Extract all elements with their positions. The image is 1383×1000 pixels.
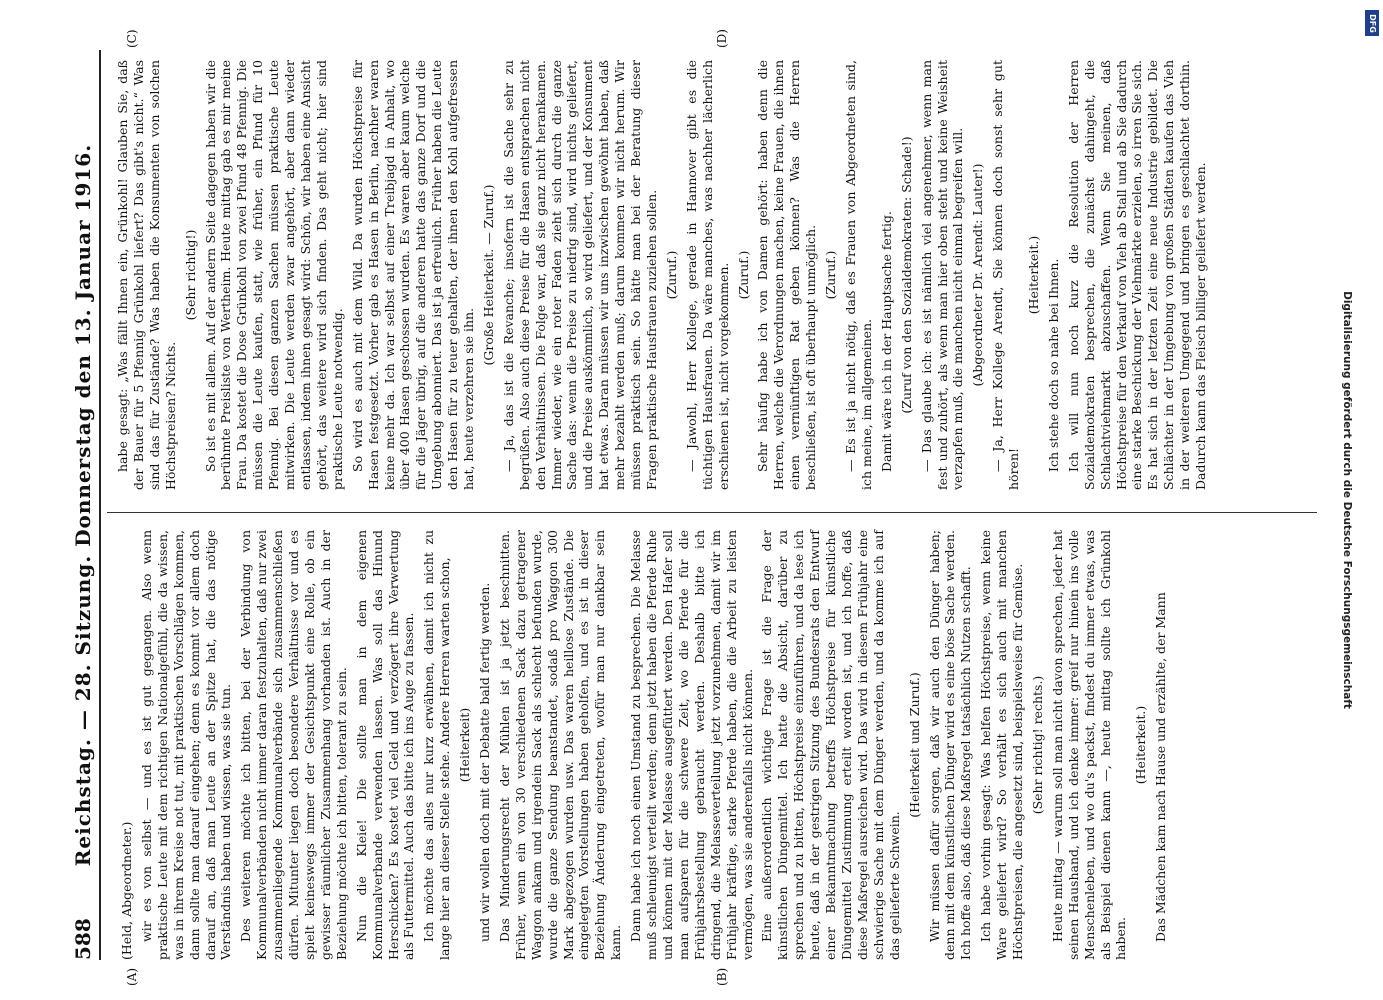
paragraph: Sehr häufig habe ich von Damen gehört: haben denn die Herren, welche die Verordnungen machen, keine Frauen, die ihnen einen vernünftigen Rat geben können? Was die Herren beschließen, ist oft überhaupt unmöglich. bbox=[755, 60, 819, 490]
paragraph: (Heiterkeit.) bbox=[1026, 235, 1042, 315]
paragraph: So wird es auch mit dem Wild. Da wurden Höchstpreise für Hasen festgesetzt. Vorher gab es Hasen in Berlin, nachher waren keine mehr da. Ich war selbst auf einer Treibjagd in Anhalt, wo über 400 Hasen geschossen wurden. Es waren aber kaum welche für die Jäger übrig, auf die anderen hatte das ganze Dorf und die Umgebung abonniert. Das ist ja erfreulich. Früher haben die Leute den Hasen für zu teuer gehalten, der ihnen den Kohl aufgefressen hat, heute verzehren sie ihn. bbox=[349, 60, 477, 490]
paragraph: (Zuruf.) bbox=[663, 250, 679, 300]
paragraph: (Sehr richtig!) bbox=[182, 229, 198, 321]
paragraph: wir es von selbst — und es ist gut gegangen. Also wenn praktische Leute mit dem richtigen Nationalgefühl, die da wissen, was in ihrem Kreise not tut, mit praktischen Vorschlägen kommen, dann sollte man darauf eingehen; denn es kommt vor allem doch darauf an, daß man Leute an der Spitze hat, die das nötige Verständnis haben und wissen, was sie tun. bbox=[138, 530, 234, 960]
paragraph: Eine außerordentlich wichtige Frage ist die Frage der künstlichen Düngemittel. Ich hatte die Absicht, darüber zu sprechen und zu bitten, Höchstpreise einzuführen, und da lese ich heute, daß in der gestrigen Sitzung des Bundesrats den Entwurf einer Bekanntmachung betreffs Höchstpreise für künstliche Düngemittel Zustimmung erteilt worden ist, und ich hoffe, daß diese Maßregel ausreichen wird. Das wird in diesem Frühjahr eine schwierige Sache mit dem Dünger werden, und da komme ich auf das gelieferte Schwein. bbox=[759, 530, 902, 960]
margin-mark-a: (A) bbox=[125, 967, 139, 986]
left-column bbox=[115, 530, 1173, 960]
margin-mark-d: (D) bbox=[715, 29, 729, 48]
paragraph: (Heiterkeit.) bbox=[1133, 705, 1149, 785]
paragraph: — Das glaube ich: es ist nämlich viel angenehmer, wenn man fest und zuhört, als wenn man hier oben steht und keine Weisheit verzapfen muß, die manchen nicht einmal begreifen will. bbox=[918, 60, 966, 490]
page-title: Reichstag. — 28. Sitzung. Donnerstag den 13. Januar 1916. bbox=[71, 143, 95, 867]
paragraph: Wir müssen dafür sorgen, daß wir auch den Dünger haben; denn mit dem künstlichen Dünger wird es eine böse Sache werden. Ich hoffe also, daß diese Maßregel tatsächlich Nutzen schafft. bbox=[926, 530, 974, 960]
margin-mark-b: (B) bbox=[715, 967, 729, 986]
paragraph: — Ja, das ist die Revanche; insofern ist die Sache sehr zu begrüßen. Also auch diese Preise für die Hasen entsprachen nicht den Verhältnissen. Die Folge war, daß sie ganz nicht herankamen. Immer wieder, wie ein roter Faden zieht sich durch die ganze Sache das: wenn die Preise zu niedrig sind, wird nichts geliefert, und die Preise auskömmlich, so wird geliefert, und der Konsument hat etwas. Daran müssen wir uns inzwischen gewöhnt haben, daß mehr bezahlt werden muß; darum kommen wir nicht herum. Wir müssen praktisch sein. So hätte man bei der Beratung dieser Fragen praktische Hausfrauen zuziehen sollen. bbox=[500, 60, 659, 490]
paragraph: (Heiterkeit) bbox=[457, 707, 473, 783]
speaker-label: (Held, Abgeordneter.) bbox=[119, 821, 134, 960]
paragraph: Damit wäre ich in der Hauptsache fertig. bbox=[878, 211, 894, 472]
page-header bbox=[67, 50, 101, 960]
paragraph: Ich will nun noch kurz die Resolution der Herren Sozialdemokraten besprechen, die zunächst dahingeht, die Schlachtviehmarkt abzuschaffen. Wenn Sie meinen, daß Höchstpreise für den Verkauf von Vieh ab Stall und ab Sie dadurch eine starke Beschickung der Viehmärkte erzielen, so irren Sie sich. Es hat sich in der letzten Zeit eine neue Industrie gebildet. Die Schlächter in der Umgebung von großen Städten kaufen das Vieh in der weiteren Umgegend und bringen es geschlachtet dorthin. Dadurch kann das Fleisch billiger geliefert werden. bbox=[1065, 60, 1209, 490]
paragraph: (Zuruf.) bbox=[823, 250, 839, 300]
margin-mark-c: (C) bbox=[125, 29, 139, 48]
paragraph: Des weiteren möchte ich bitten, bei der Verbindung von Kommunalverbänden nicht immer daran festzuhalten, daß nur zwei zusammenliegende Kommunalverbände sich zusammenschließen dürfen. Mitunter liegen doch besondere Verhältnisse vor und es spielt keineswegs immer der Gesichtspunkt eine Rolle, ob ein gewisser räumlicher Zusammenhang vorhanden ist. Auch in der Beziehung möchte ich bitten, tolerant zu sein. bbox=[238, 530, 349, 960]
rotated-page bbox=[55, 0, 1355, 1000]
paragraph: Ich möchte das alles nur kurz erwähnen, damit ich nicht zu lange hier an dieser Stelle stehe. Andere Herren warten schon, bbox=[421, 530, 453, 960]
paragraph: Ich habe vorhin gesagt: Was helfen Höchstpreise, wenn keine Ware geliefert wird? So verhält es sich auch mit manchen Höchstpreisen, die angesetzt sind, beispielsweise für Gemüse. bbox=[978, 530, 1026, 960]
paragraph: (Zuruf von den Sozialdemokraten: Schade!) bbox=[898, 136, 914, 414]
paragraph: Ich stehe doch so nahe bei Ihnen. bbox=[1045, 258, 1061, 472]
paragraph: — Es ist ja nicht nötig, daß es Frauen von Abgeordneten sind, ich meine, im allgemeinen. bbox=[842, 60, 874, 490]
page-number: 588 bbox=[71, 918, 95, 960]
paragraph: Das Mädchen kam nach Hause und erzählte, der Mann bbox=[1153, 592, 1169, 942]
paragraph: So ist es mit allem. Auf der andern Seite dagegen haben wir die berühmte Preisliste von Wertheim. Heute mittag gab es mir meine Frau. Da kostet die Dose Grünkohl von zwei Pfund 48 Pfennig. Die müssen die Leute kaufen, statt, wie früher, ein Pfund für 10 Pfennig. Bei diesen ganzen Sachen müssen praktische Leute mitwirken. Die Leute werden zwar angehört, aber dann wieder entlassen, indem ihnen gesagt wird: Schön, wir haben eine Ansicht gehört, das weitere wird sich finden. Das geht nicht; hier sind praktische Leute notwendig. bbox=[202, 60, 345, 490]
paragraph: Nun die Kleie! Die sollte man in dem eigenen Kommunalverbande verwenden lassen. Was soll das Hinund Herschicken? Es kostet viel Geld und verzögert ihre Verwertung als Futtermittel. Auch das bitte ich ins Auge zu fassen. bbox=[353, 530, 417, 960]
paragraph: Heute mittag — warum soll man nicht davon sprechen, jeder hat seinen Haushand, und ich denke immer: greif nur hinein ins volle Menschenleben, und wo du's packst, findest du immer etwas, was als Beispiel dienen kann —, heute mittag sollte ich Grünkohl haben. bbox=[1049, 530, 1129, 960]
paragraph: (Große Heiterkeit. — Zuruf.) bbox=[480, 184, 496, 366]
digitization-notice-text: Digitalisierung gefördert durch die Deutsche Forschungsgemeinschaft bbox=[1341, 291, 1353, 709]
paragraph: — Ja, Herr Kollege Arendt, Sie können doch sonst sehr gut hören! bbox=[990, 60, 1022, 490]
paragraph: habe gesagt: „Was fällt Ihnen ein, Grünkohl! Glauben Sie, daß der Bauer für 5 Pfennig Grünkohl liefert? Das gibt's nicht.“ Was sind das für Zustände? Was haben die Konsumenten von solchen Höchstpreisen? Nichts. bbox=[115, 60, 178, 490]
right-column bbox=[115, 60, 1213, 490]
column-divider bbox=[107, 512, 1317, 513]
paragraph: Das Minderungsrecht der Mühlen ist ja jetzt beschnitten. Früher, wenn ein von 30 verschiedenen Sack dazu getragener Waggon ankam und irgendein Sack als schlecht befunden wurde, wurde die ganze Sendung beanstandet, sodaß pro Waggon 300 Mark abgezogen wurden usw. Das waren heillose Zustände. Die eingelegten Vorstellungen haben geholfen, und es ist in dieser Beziehung Änderung eingetreten, wofür man nur dankbar sein kann. bbox=[496, 530, 624, 960]
paragraph: (Zuruf.) bbox=[735, 250, 751, 300]
paragraph: Dann habe ich noch einen Umstand zu besprechen. Die Melasse muß schleunigst verteilt werden; denn jetzt haben die Pferde Ruhe und können mit der Melasse ausgefüttert werden. Den Hafer soll man aufsparen für die schwere Zeit, wo die Pferde für die Frühjahrsbestellung gebraucht werden. Deshalb bitte ich dringend, die Melasseverteilung jetzt vorzunehmen, damit wir im Frühjahr kräftige, starke Pferde haben, die die Arbeit zu leisten vermögen, was sie anderenfalls nicht können. bbox=[628, 530, 755, 960]
dfg-logo-text: DFG bbox=[1367, 13, 1377, 33]
paragraph: (Abgeordneter Dr. Arendt: Lauter!) bbox=[970, 163, 986, 387]
paragraph: und wir wollen doch mit der Debatte bald fertig werden. bbox=[477, 582, 493, 942]
paragraph: (Heiterkeit und Zuruf.) bbox=[906, 672, 922, 818]
dfg-logo bbox=[1365, 10, 1379, 36]
digitization-notice bbox=[1337, 8, 1357, 992]
paragraph: (Sehr richtig! rechts.) bbox=[1029, 675, 1045, 815]
paragraph: — Jawohl, Herr Kollege, gerade in Hannover gibt es die tüchtigen Hausfrauen. Da wäre manches, was nachher lächerlich erschienen ist, nicht vorgekommen. bbox=[683, 60, 731, 490]
